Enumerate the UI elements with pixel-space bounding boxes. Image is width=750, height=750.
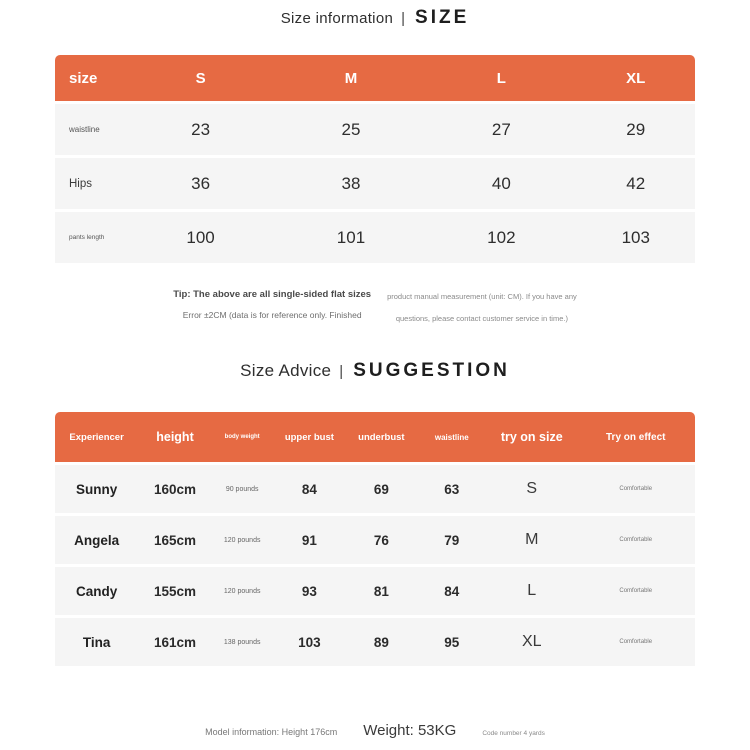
model-info-text: Model information: Height 176cm — [205, 727, 338, 737]
cell-value: 84 — [301, 481, 317, 497]
try-on-size-value: S — [526, 480, 538, 497]
advice-title-caps: SUGGESTION — [353, 360, 510, 381]
experiencer-name: Sunny — [75, 481, 118, 497]
advice-title-text: Size Advice — [240, 361, 332, 380]
tip-line-4: questions, please contact customer service in time.) — [395, 314, 568, 323]
size-table-header-s: S — [195, 69, 206, 87]
cell-value: 120 pounds — [223, 536, 261, 544]
experiencer-name: Candy — [75, 583, 118, 599]
tip-line-3: product manual measurement (unit: CM). If you have any — [387, 292, 577, 301]
cell-value: 95 — [444, 634, 460, 650]
size-table-row-pants-length — [55, 212, 695, 263]
tip-note-right — [387, 284, 577, 328]
cell-value: 81 — [373, 583, 389, 599]
cell-value: 63 — [444, 481, 460, 497]
tip-line-2: Error ±2CM (data is for reference only. Finished — [182, 310, 362, 320]
advice-table-row-angela — [55, 516, 695, 564]
cell-value: 23 — [191, 119, 211, 139]
try-on-effect-value: Comfortable — [619, 639, 653, 645]
cell-value: 76 — [373, 532, 389, 548]
cell-value: 40 — [491, 173, 511, 193]
size-table-header-size: size — [69, 69, 98, 87]
cell-value: 69 — [373, 481, 389, 497]
title-divider: | — [401, 10, 406, 27]
row-label: Hips — [69, 177, 93, 190]
row-label: waistline — [69, 125, 100, 134]
tip-note — [0, 284, 750, 328]
cell-value: 120 pounds — [223, 587, 261, 595]
size-section-title — [0, 7, 750, 29]
cell-value: 103 — [298, 634, 321, 650]
cell-value: 42 — [626, 173, 646, 193]
model-code-text: Code number 4 yards — [482, 730, 545, 737]
size-table-header-m: M — [344, 69, 358, 87]
cell-value: 29 — [626, 119, 646, 139]
try-on-size-value: XL — [521, 633, 542, 650]
advice-header-underbust: underbust — [358, 431, 405, 443]
size-table — [55, 55, 695, 263]
cell-value: 25 — [341, 119, 361, 139]
cell-value: 36 — [191, 173, 211, 193]
try-on-effect-value: Comfortable — [619, 588, 653, 594]
cell-value: 89 — [373, 634, 389, 650]
cell-value: 79 — [444, 532, 460, 548]
advice-section-title — [0, 360, 750, 382]
advice-header-try-on-size: try on size — [500, 430, 563, 444]
try-on-effect-value: Comfortable — [619, 486, 653, 492]
advice-header-upper-bust: upper bust — [284, 431, 334, 443]
cell-value: 93 — [301, 583, 317, 599]
advice-table — [55, 412, 695, 666]
try-on-effect-value: Comfortable — [619, 537, 653, 543]
cell-value: 101 — [336, 227, 366, 247]
try-on-size-value: L — [527, 582, 537, 599]
cell-value: 165cm — [153, 532, 196, 548]
cell-value: 155cm — [153, 583, 196, 599]
advice-table-row-tina — [55, 618, 695, 666]
advice-header-try-on-effect: Try on effect — [606, 431, 666, 443]
tip-line-1: Tip: The above are all single-sided flat sizes — [173, 289, 372, 300]
cell-value: 103 — [621, 227, 650, 247]
advice-header-height: height — [156, 430, 194, 444]
size-title-caps: SIZE — [415, 7, 470, 28]
cell-value: 91 — [301, 532, 317, 548]
advice-table-row-sunny — [55, 465, 695, 513]
row-label: pants length — [69, 234, 105, 241]
cell-value: 160cm — [153, 481, 196, 497]
experiencer-name: Tina — [82, 634, 111, 650]
cell-value: 138 pounds — [223, 638, 261, 646]
cell-value: 102 — [487, 227, 516, 247]
model-info-footer — [0, 722, 750, 739]
advice-table-row-candy — [55, 567, 695, 615]
cell-value: 100 — [186, 227, 215, 247]
size-table-header-row — [55, 55, 695, 101]
advice-header-body-weight: body weight — [224, 434, 260, 440]
advice-header-waistline: waistline — [434, 432, 469, 442]
cell-value: 161cm — [153, 634, 196, 650]
advice-table-header-row — [55, 412, 695, 462]
size-table-row-waistline — [55, 104, 695, 155]
size-title-text: Size information — [280, 10, 394, 27]
cell-value: 90 pounds — [225, 485, 259, 493]
tip-note-left — [173, 284, 371, 328]
experiencer-name: Angela — [74, 532, 120, 548]
cell-value: 38 — [341, 173, 361, 193]
cell-value: 84 — [444, 583, 460, 599]
size-table-header-l: L — [496, 69, 506, 87]
advice-header-experiencer: Experiencer — [69, 431, 124, 443]
title-divider: | — [339, 363, 344, 380]
cell-value: 27 — [491, 119, 511, 139]
try-on-size-value: M — [525, 531, 539, 548]
model-weight-text: Weight: 53KG — [363, 722, 457, 739]
size-table-header-xl: XL — [626, 69, 646, 87]
size-table-row-hips — [55, 158, 695, 209]
